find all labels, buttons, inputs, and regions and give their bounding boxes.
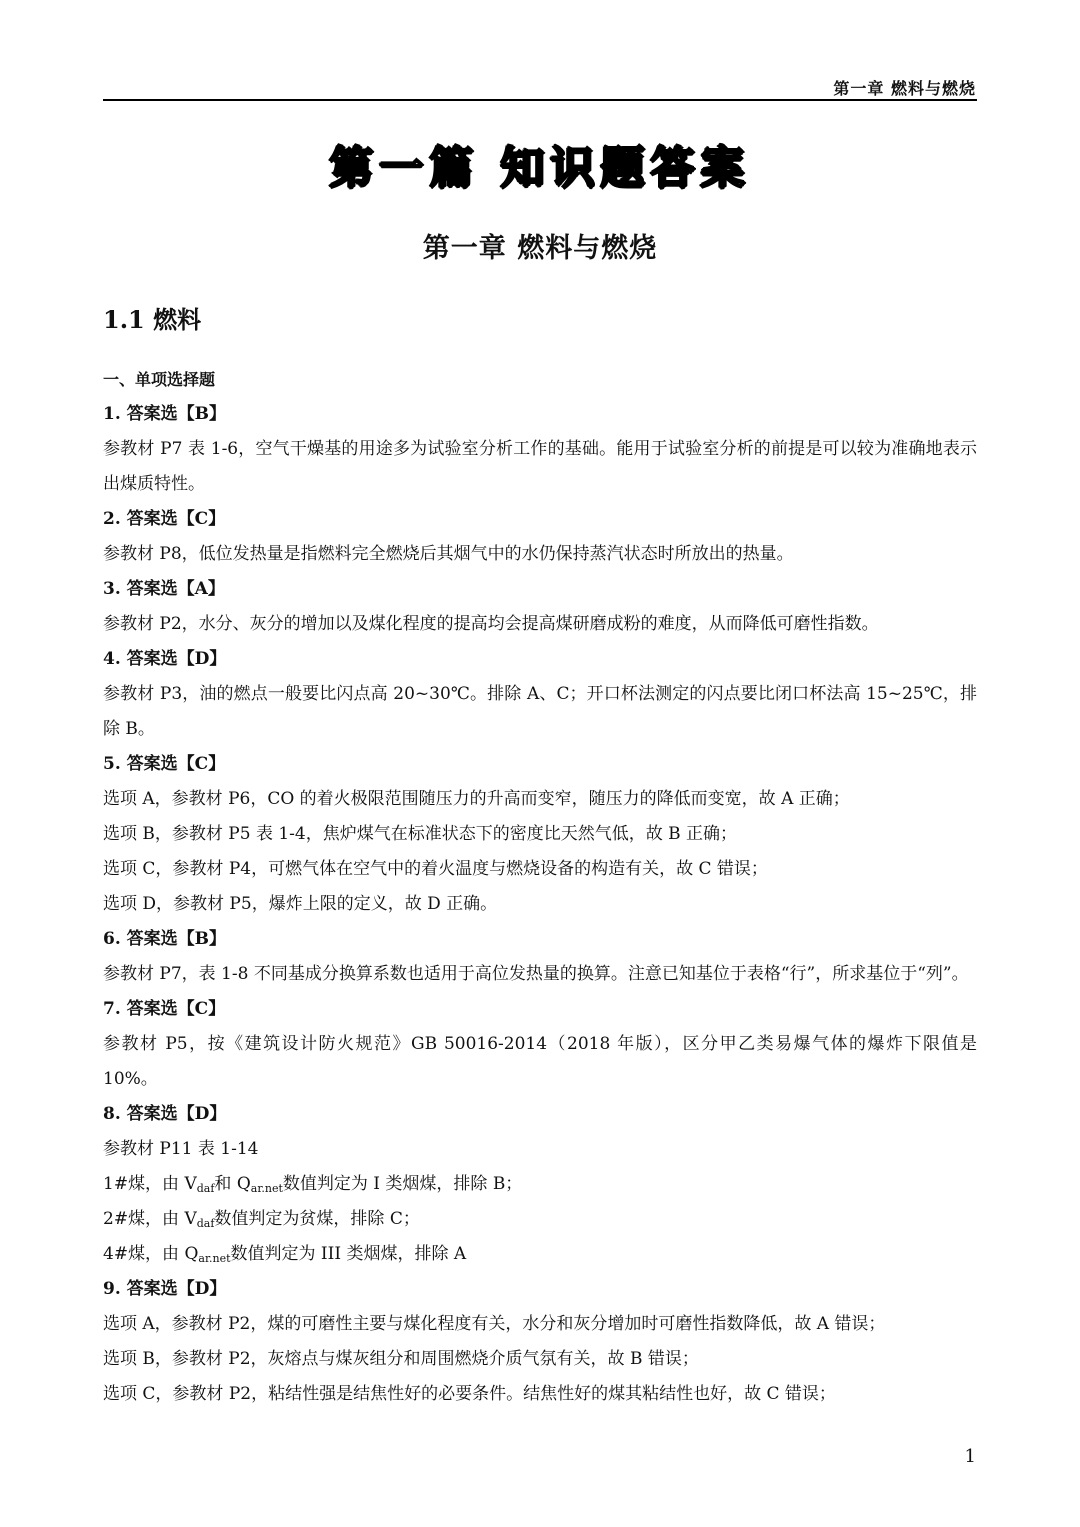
answer-explanation: 参教材 P5，按《建筑设计防火规范》GB 50016-2014（2018 年版），区分甲乙类易爆气体的爆炸下限值是 10%。 [103, 1034, 977, 1089]
section-title: 1.1 燃料 [103, 305, 202, 334]
answer-explanation: 选项 C，参教材 P4，可燃气体在空气中的着火温度与燃烧设备的构造有关，故 C 错误； [103, 859, 768, 879]
answer-label: 1. 答案选【B】 [103, 404, 227, 424]
page-number: 1 [964, 1446, 976, 1467]
running-header: 第一章 燃料与燃烧 [833, 79, 976, 98]
answer-explanation: 参教材 P2，水分、灰分的增加以及煤化程度的提高均会提高煤研磨成粉的难度，从而降低可磨性指数。 [103, 614, 879, 634]
answer-explanation: 参教材 P8，低位发热量是指燃料完全燃烧后其烟气中的水仍保持蒸汽状态时所放出的热量。 [103, 544, 794, 564]
coal-classification-line: 1#煤，由 $V_{daf}$和 $Q_{ar.net}$数值判定为 I 类烟煤，排除 B； [103, 1174, 523, 1195]
answer-explanation: 选项 B，参教材 P5 表 1-4，焦炉煤气在标准状态下的密度比天然气低，故 B 正确； [103, 824, 738, 844]
answer-label: 9. 答案选【D】 [103, 1279, 227, 1299]
answer-explanation: 选项 A，参教材 P2，煤的可磨性主要与煤化程度有关，水分和灰分增加时可磨性指数降低，故 A 错误； [103, 1314, 886, 1334]
answer-explanation: 选项 D，参教材 P5，爆炸上限的定义，故 D 正确。 [103, 894, 498, 914]
answer-explanation: 参教材 P11 表 1-14 [103, 1139, 259, 1159]
answer-explanation: 选项 C，参教材 P2，粘结性强是结焦性好的必要条件。结焦性好的煤其粘结性也好，故 C 错误； [103, 1384, 836, 1404]
answer-label: 3. 答案选【A】 [103, 579, 225, 599]
answer-explanation: 参教材 P3，油的燃点一般要比闪点高 20~30℃。排除 A、C；开口杯法测定的闪点要比闭口杯法高 15~25℃，排除 B。 [103, 684, 977, 739]
answer-label: 8. 答案选【D】 [103, 1104, 227, 1124]
part-title: 第一篇 知识题答案 [329, 143, 751, 194]
answer-content [103, 362, 977, 1412]
header-rule [103, 99, 977, 101]
coal-classification-line: 4#煤，由 $Q_{ar.net}$数值判定为 III 类烟煤，排除 A [103, 1244, 467, 1265]
answer-explanation: 选项 A，参教材 P6，CO 的着火极限范围随压力的升高而变窄，随压力的降低而变宽，故 A 正确； [103, 789, 850, 809]
answer-label: 6. 答案选【B】 [103, 929, 227, 949]
answer-explanation: 参教材 P7 表 1-6，空气干燥基的用途多为试验室分析工作的基础。能用于试验室分析的前提是可以较为准确地表示出煤质特性。 [103, 439, 977, 494]
answer-explanation: 选项 B，参教材 P2，灰熔点与煤灰组分和周围燃烧介质气氛有关，故 B 错误； [103, 1349, 699, 1369]
answer-explanation: 参教材 P7，表 1-8 不同基成分换算系数也适用于高位发热量的换算。注意已知基位于表格“行”，所求基位于“列”。 [103, 964, 969, 984]
coal-classification-line: 2#煤，由 $V_{daf}$数值判定为贫煤，排除 C； [103, 1209, 420, 1230]
answer-label: 4. 答案选【D】 [103, 649, 227, 669]
answer-label: 5. 答案选【C】 [103, 754, 226, 774]
chapter-title: 第一章 燃料与燃烧 [422, 233, 658, 264]
question-type-heading: 一、单项选择题 [103, 370, 216, 389]
answer-label: 7. 答案选【C】 [103, 999, 226, 1019]
answer-label: 2. 答案选【C】 [103, 509, 226, 529]
